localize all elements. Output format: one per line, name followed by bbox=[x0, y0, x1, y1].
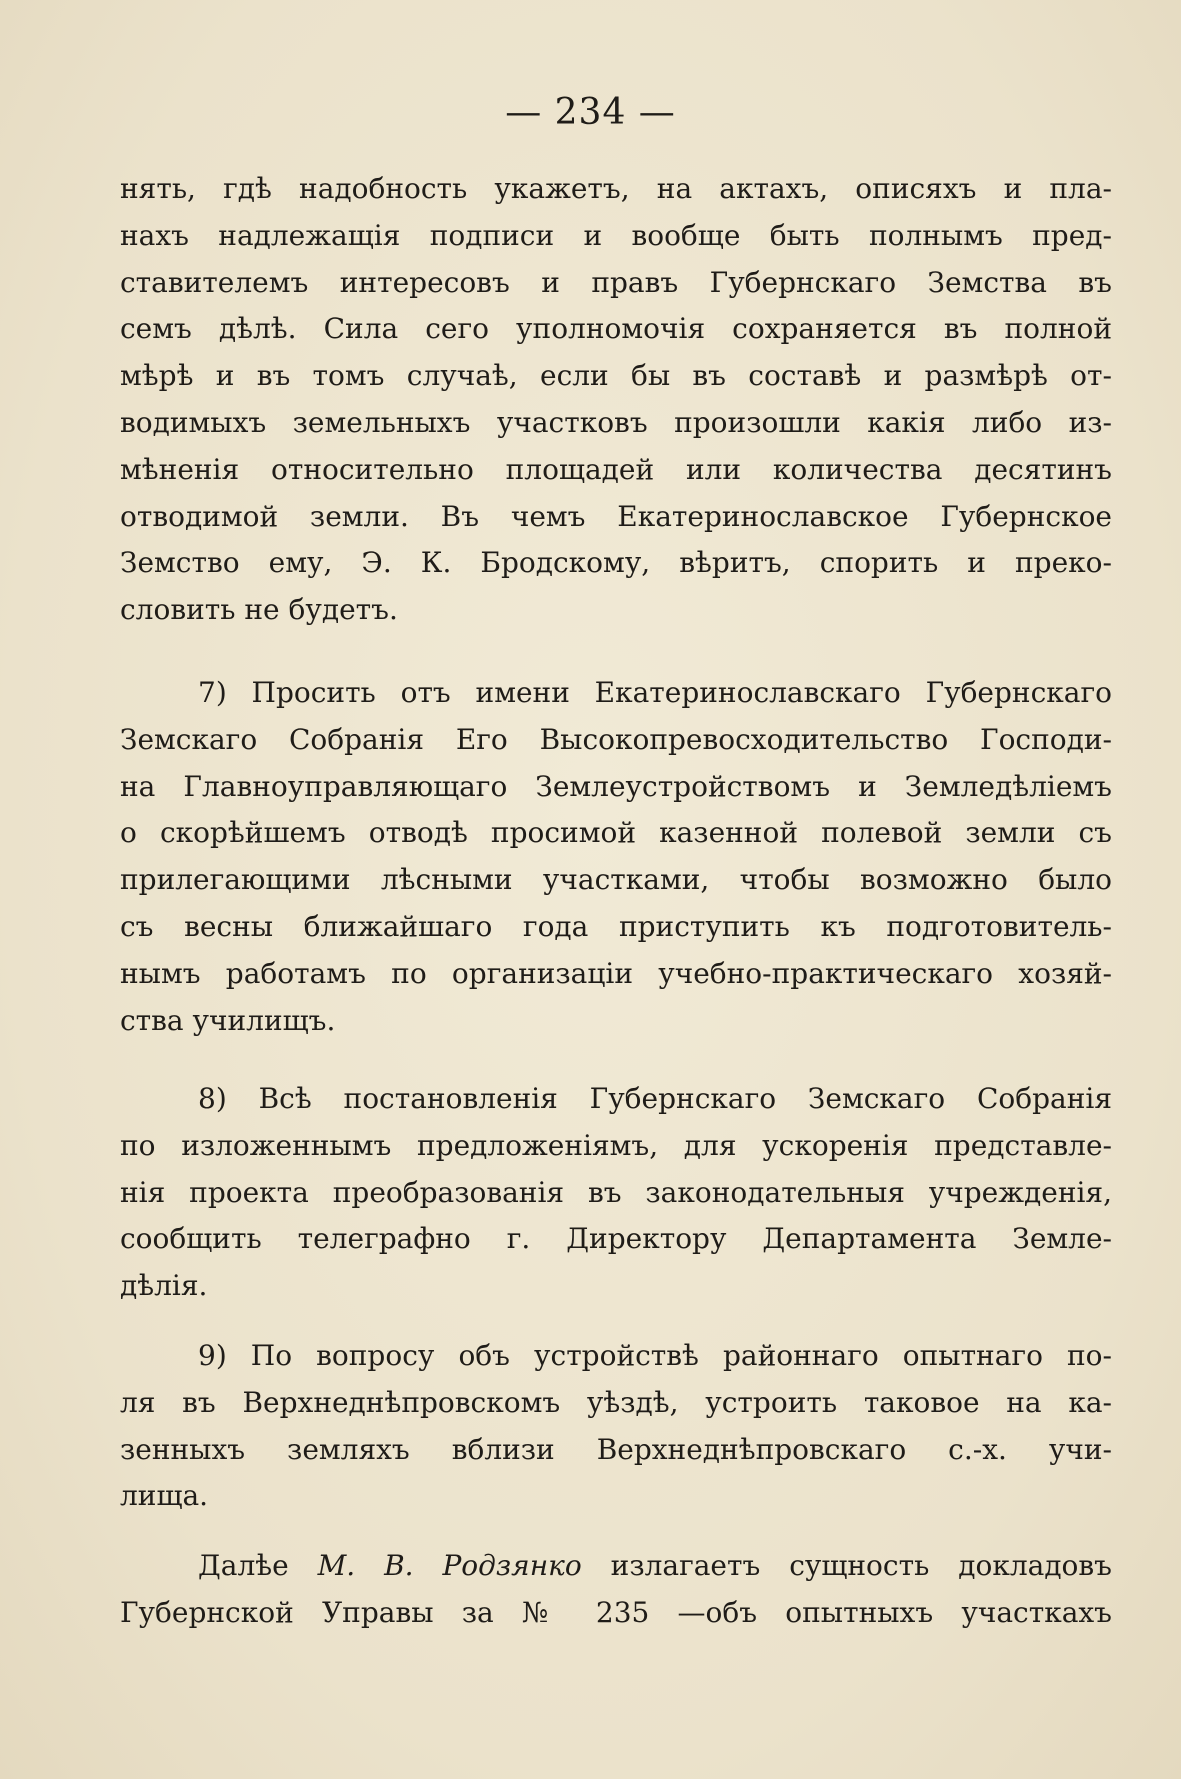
text-line-indented bbox=[120, 670, 1112, 717]
text-line: зенныхъ земляхъ вблизи Верхнеднѣпровскаго с.-х. учи- bbox=[120, 1432, 1112, 1466]
text-line: дѣлія. bbox=[120, 1269, 208, 1303]
paragraph-item-7 bbox=[120, 670, 1112, 1044]
text-line: нія проекта преобразованія въ законодательныя учрежденія, bbox=[120, 1175, 1112, 1209]
text-line-tail: излагаетъ сущность докладовъ bbox=[610, 1549, 1112, 1582]
text-line: о скорѣйшемъ отводѣ просимой казенной полевой земли съ bbox=[120, 816, 1112, 850]
text-line-lead: Далѣе bbox=[198, 1549, 289, 1582]
text-line: нымъ работамъ по организаціи учебно-практическаго хозяй- bbox=[120, 956, 1112, 990]
text-line-content: 8) Всѣ постановленія Губернскаго Земскаго Собранія bbox=[198, 1082, 1112, 1115]
text-line: нять, гдѣ надобность укажетъ, на актахъ, описяхъ и пла- bbox=[120, 172, 1112, 205]
text-line: прилегающими лѣсными участками, чтобы возможно было bbox=[120, 863, 1112, 897]
speaker-name: М. В. Родзянко bbox=[317, 1549, 582, 1582]
text-line-content: 7) Просить отъ имени Екатеринославскаго Губернскаго bbox=[198, 676, 1112, 709]
text-line-indented bbox=[120, 1543, 1112, 1590]
page-number: — 234 — bbox=[505, 92, 676, 133]
paragraph-item-9 bbox=[120, 1333, 1112, 1520]
text-line: на Главноуправляющаго Землеустройствомъ и Земледѣліемъ bbox=[120, 769, 1112, 803]
paragraph-continuation bbox=[120, 166, 1112, 634]
text-line-indented bbox=[120, 1076, 1112, 1123]
text-line: мѣненія относительно площадей или количества десятинъ bbox=[120, 452, 1112, 486]
text-line: по изложеннымъ предложеніямъ, для ускоренія представле- bbox=[120, 1128, 1112, 1162]
text-line: Губернской Управы за № 235 —объ опытныхъ участкахъ bbox=[120, 1595, 1112, 1629]
text-line: ставителемъ интересовъ и правъ Губернскаго Земства въ bbox=[120, 265, 1112, 299]
text-line: лища. bbox=[120, 1479, 209, 1513]
text-line: Земскаго Собранія Его Высокопревосходительство Господи- bbox=[120, 722, 1112, 756]
paragraph-item-8 bbox=[120, 1076, 1112, 1310]
text-line: сообщить телеграфно г. Директору Департамента Земле- bbox=[120, 1222, 1112, 1256]
text-line: словить не будетъ. bbox=[120, 593, 398, 627]
text-line: нахъ надлежащія подписи и вообще быть полнымъ пред- bbox=[120, 218, 1112, 252]
text-line: отводимой земли. Въ чемъ Екатеринославское Губернское bbox=[120, 499, 1112, 533]
text-line: ля въ Верхнеднѣпровскомъ уѣздѣ, устроить таковое на ка- bbox=[120, 1385, 1112, 1419]
text-line: Земство ему, Э. К. Бродскому, вѣритъ, спорить и преко- bbox=[120, 546, 1112, 580]
text-line-content: 9) По вопросу объ устройствѣ районнаго опытнаго по- bbox=[198, 1339, 1112, 1372]
text-line: ства училищъ. bbox=[120, 1003, 336, 1037]
text-line: водимыхъ земельныхъ участковъ произошли какія либо из- bbox=[120, 405, 1112, 439]
text-line: съ весны ближайшаго года приступить къ подготовитель- bbox=[120, 909, 1112, 943]
paragraph-rodzianko bbox=[120, 1543, 1112, 1637]
text-line: семъ дѣлѣ. Сила сего уполномочія сохраняется въ полной bbox=[120, 312, 1112, 346]
text-line: мѣрѣ и въ томъ случаѣ, если бы въ составѣ и размѣрѣ от- bbox=[120, 359, 1112, 393]
text-line-indented bbox=[120, 1333, 1112, 1380]
